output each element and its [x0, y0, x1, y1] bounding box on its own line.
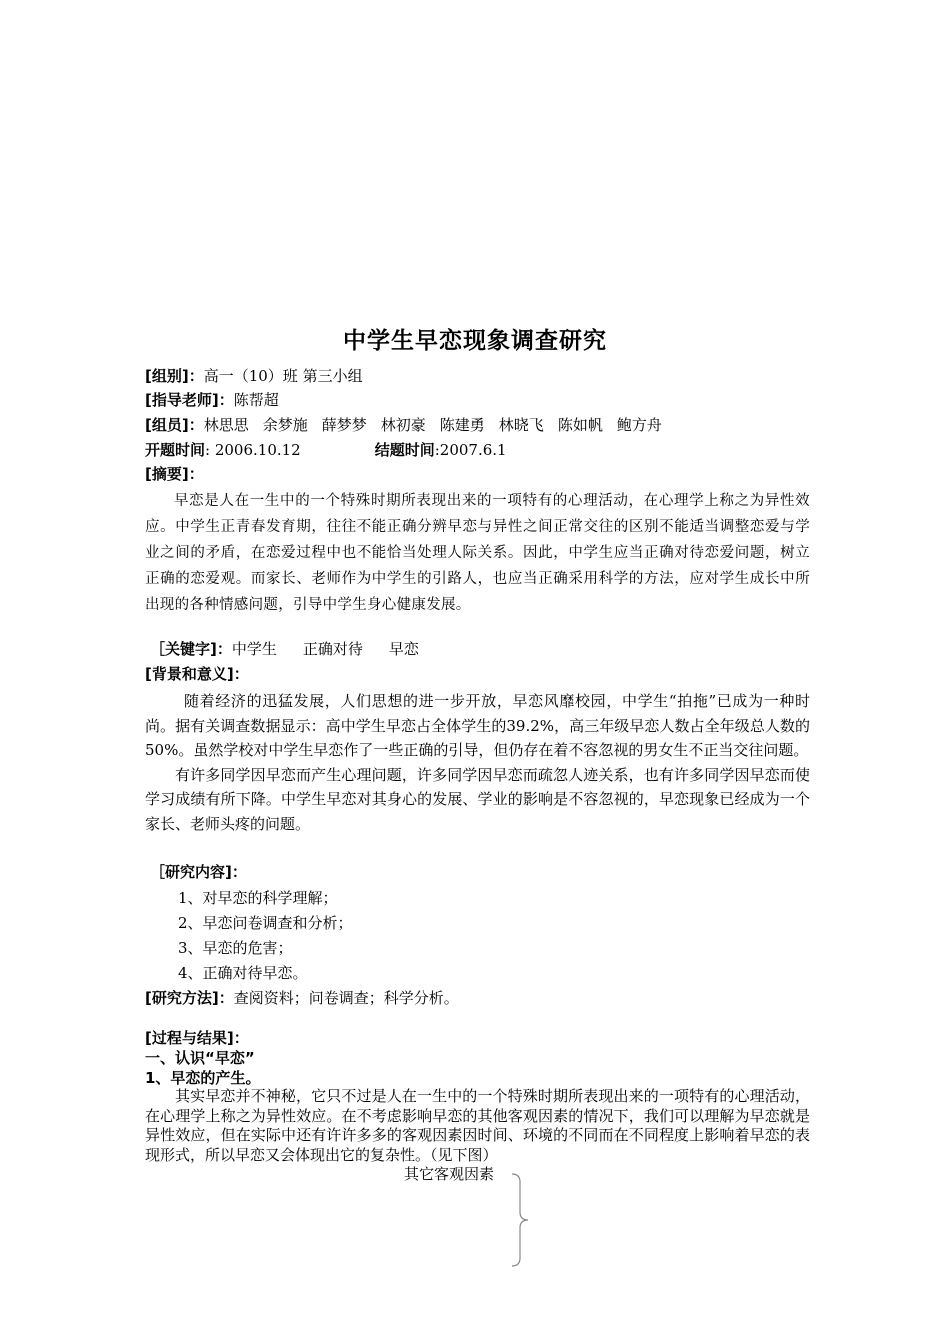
background-paragraphs	[145, 689, 810, 836]
process-label: [过程与结果]：	[145, 1029, 249, 1047]
research-content-heading	[150, 862, 247, 882]
abstract-paragraph	[145, 488, 810, 618]
keywords-label: ［关键字]：	[150, 640, 232, 658]
research-method-label: [研究方法]：	[145, 989, 234, 1007]
advisor-line	[145, 390, 279, 410]
keywords-line	[150, 639, 419, 659]
start-value: : 2006.10.12	[205, 441, 301, 459]
background-heading	[145, 664, 249, 684]
end-label: 结题时间	[374, 441, 435, 459]
group-label: [组别]：	[145, 367, 204, 385]
research-item: 2、早恋问卷调查和分析；	[178, 914, 353, 932]
group-line	[145, 366, 363, 386]
members-line	[145, 415, 662, 435]
keyword: 正确对待	[302, 640, 363, 658]
background-label: [背景和意义]：	[145, 665, 249, 683]
group-value: 高一（10）班 第三小组	[203, 367, 363, 385]
section-heading: 一、认识“早恋”	[145, 1049, 255, 1067]
process-paragraph	[145, 1087, 810, 1165]
timeline-line	[145, 440, 507, 460]
research-item: 3、早恋的危害；	[178, 939, 293, 957]
research-item: 1、对早恋的科学理解；	[178, 889, 338, 907]
abstract-label: [摘要]：	[145, 465, 204, 483]
end-value: :2007.6.1	[434, 441, 507, 459]
background-p2: 有许多同学因早恋而产生心理问题，许多同学因早恋而疏忽人迹关系，也有许多同学因早恋而使学习成绩有所下降。中学生早恋对其身心的发展、学业的影响是不容忽视的，早恋现象已经成为一个家长、老师头疼的问题。	[145, 765, 810, 833]
research-method-value: 查阅资料；问卷调查；科学分析。	[233, 989, 459, 1007]
advisor-value: 陈帮超	[233, 391, 279, 409]
member-name: 余梦施	[262, 416, 308, 434]
member-name: 林初豪	[380, 416, 426, 434]
member-name: 林晓飞	[498, 416, 544, 434]
background-p1: 随着经济的迅猛发展，人们思想的进一步开放，早恋风靡校园，中学生“拍拖”已成为一种时尚。据有关调查数据显示：高中学生早恋占全体学生的39.2%，高三年级早恋人数占全年级总人数的50%。虽然学校对中学生早恋作了一些正确的引导，但仍存在着不容忽视的男女生不正当交往问题。	[145, 692, 810, 759]
research-method-line	[145, 988, 459, 1008]
process-p1: 其实早恋并不神秘，它只不过是人在一生中的一个特殊时期所表现出来的一项特有的心理活动，在心理学上称之为异性效应。在不考虑影响早恋的其他客观因素的情况下，我们可以理解为早恋就是异性效应，但在实际中还有许许多多的客观因素因时间、环境的不同而在不同程度上影响着早恋的表现形式，所以早恋又会体现出它的复杂性。（见下图）	[145, 1087, 810, 1164]
member-name: 林思思	[203, 416, 249, 434]
members-label: [组员]：	[145, 416, 204, 434]
process-heading	[145, 1028, 249, 1048]
page-title: 中学生早恋现象调查研究	[343, 328, 607, 354]
member-name: 薛梦梦	[321, 416, 367, 434]
abstract-heading	[145, 464, 204, 484]
member-name: 陈建勇	[439, 416, 485, 434]
abstract-text: 早恋是人在一生中的一个特殊时期所表现出来的一项特有的心理活动，在心理学上称之为异性效应。中学生正青春发育期，往往不能正确分辨早恋与异性之间正常交往的区别不能适当调整恋爱与学业之间的矛盾，在恋爱过程中也不能恰当处理人际关系。因此，中学生应当正确对待恋爱问题，树立正确的恋爱观。而家长、老师作为中学生的引路人，也应当正确采用科学的方法，应对学生成长中所出现的各种情感问题，引导中学生身心健康发展。	[145, 493, 810, 613]
keyword: 中学生	[231, 640, 277, 658]
research-item: 4、正确对待早恋。	[178, 964, 308, 982]
member-name: 陈如帆	[557, 416, 603, 434]
curly-brace-icon	[508, 1172, 536, 1268]
advisor-label: [指导老师]：	[145, 391, 234, 409]
subsection-heading: 1、早恋的产生。	[145, 1069, 261, 1087]
start-label: 开题时间	[145, 441, 206, 459]
diagram-label: 其它客观因素	[404, 1165, 495, 1183]
keyword: 早恋	[388, 640, 419, 658]
member-name: 鲍方舟	[616, 416, 662, 434]
research-content-label: ［研究内容]：	[150, 863, 247, 881]
